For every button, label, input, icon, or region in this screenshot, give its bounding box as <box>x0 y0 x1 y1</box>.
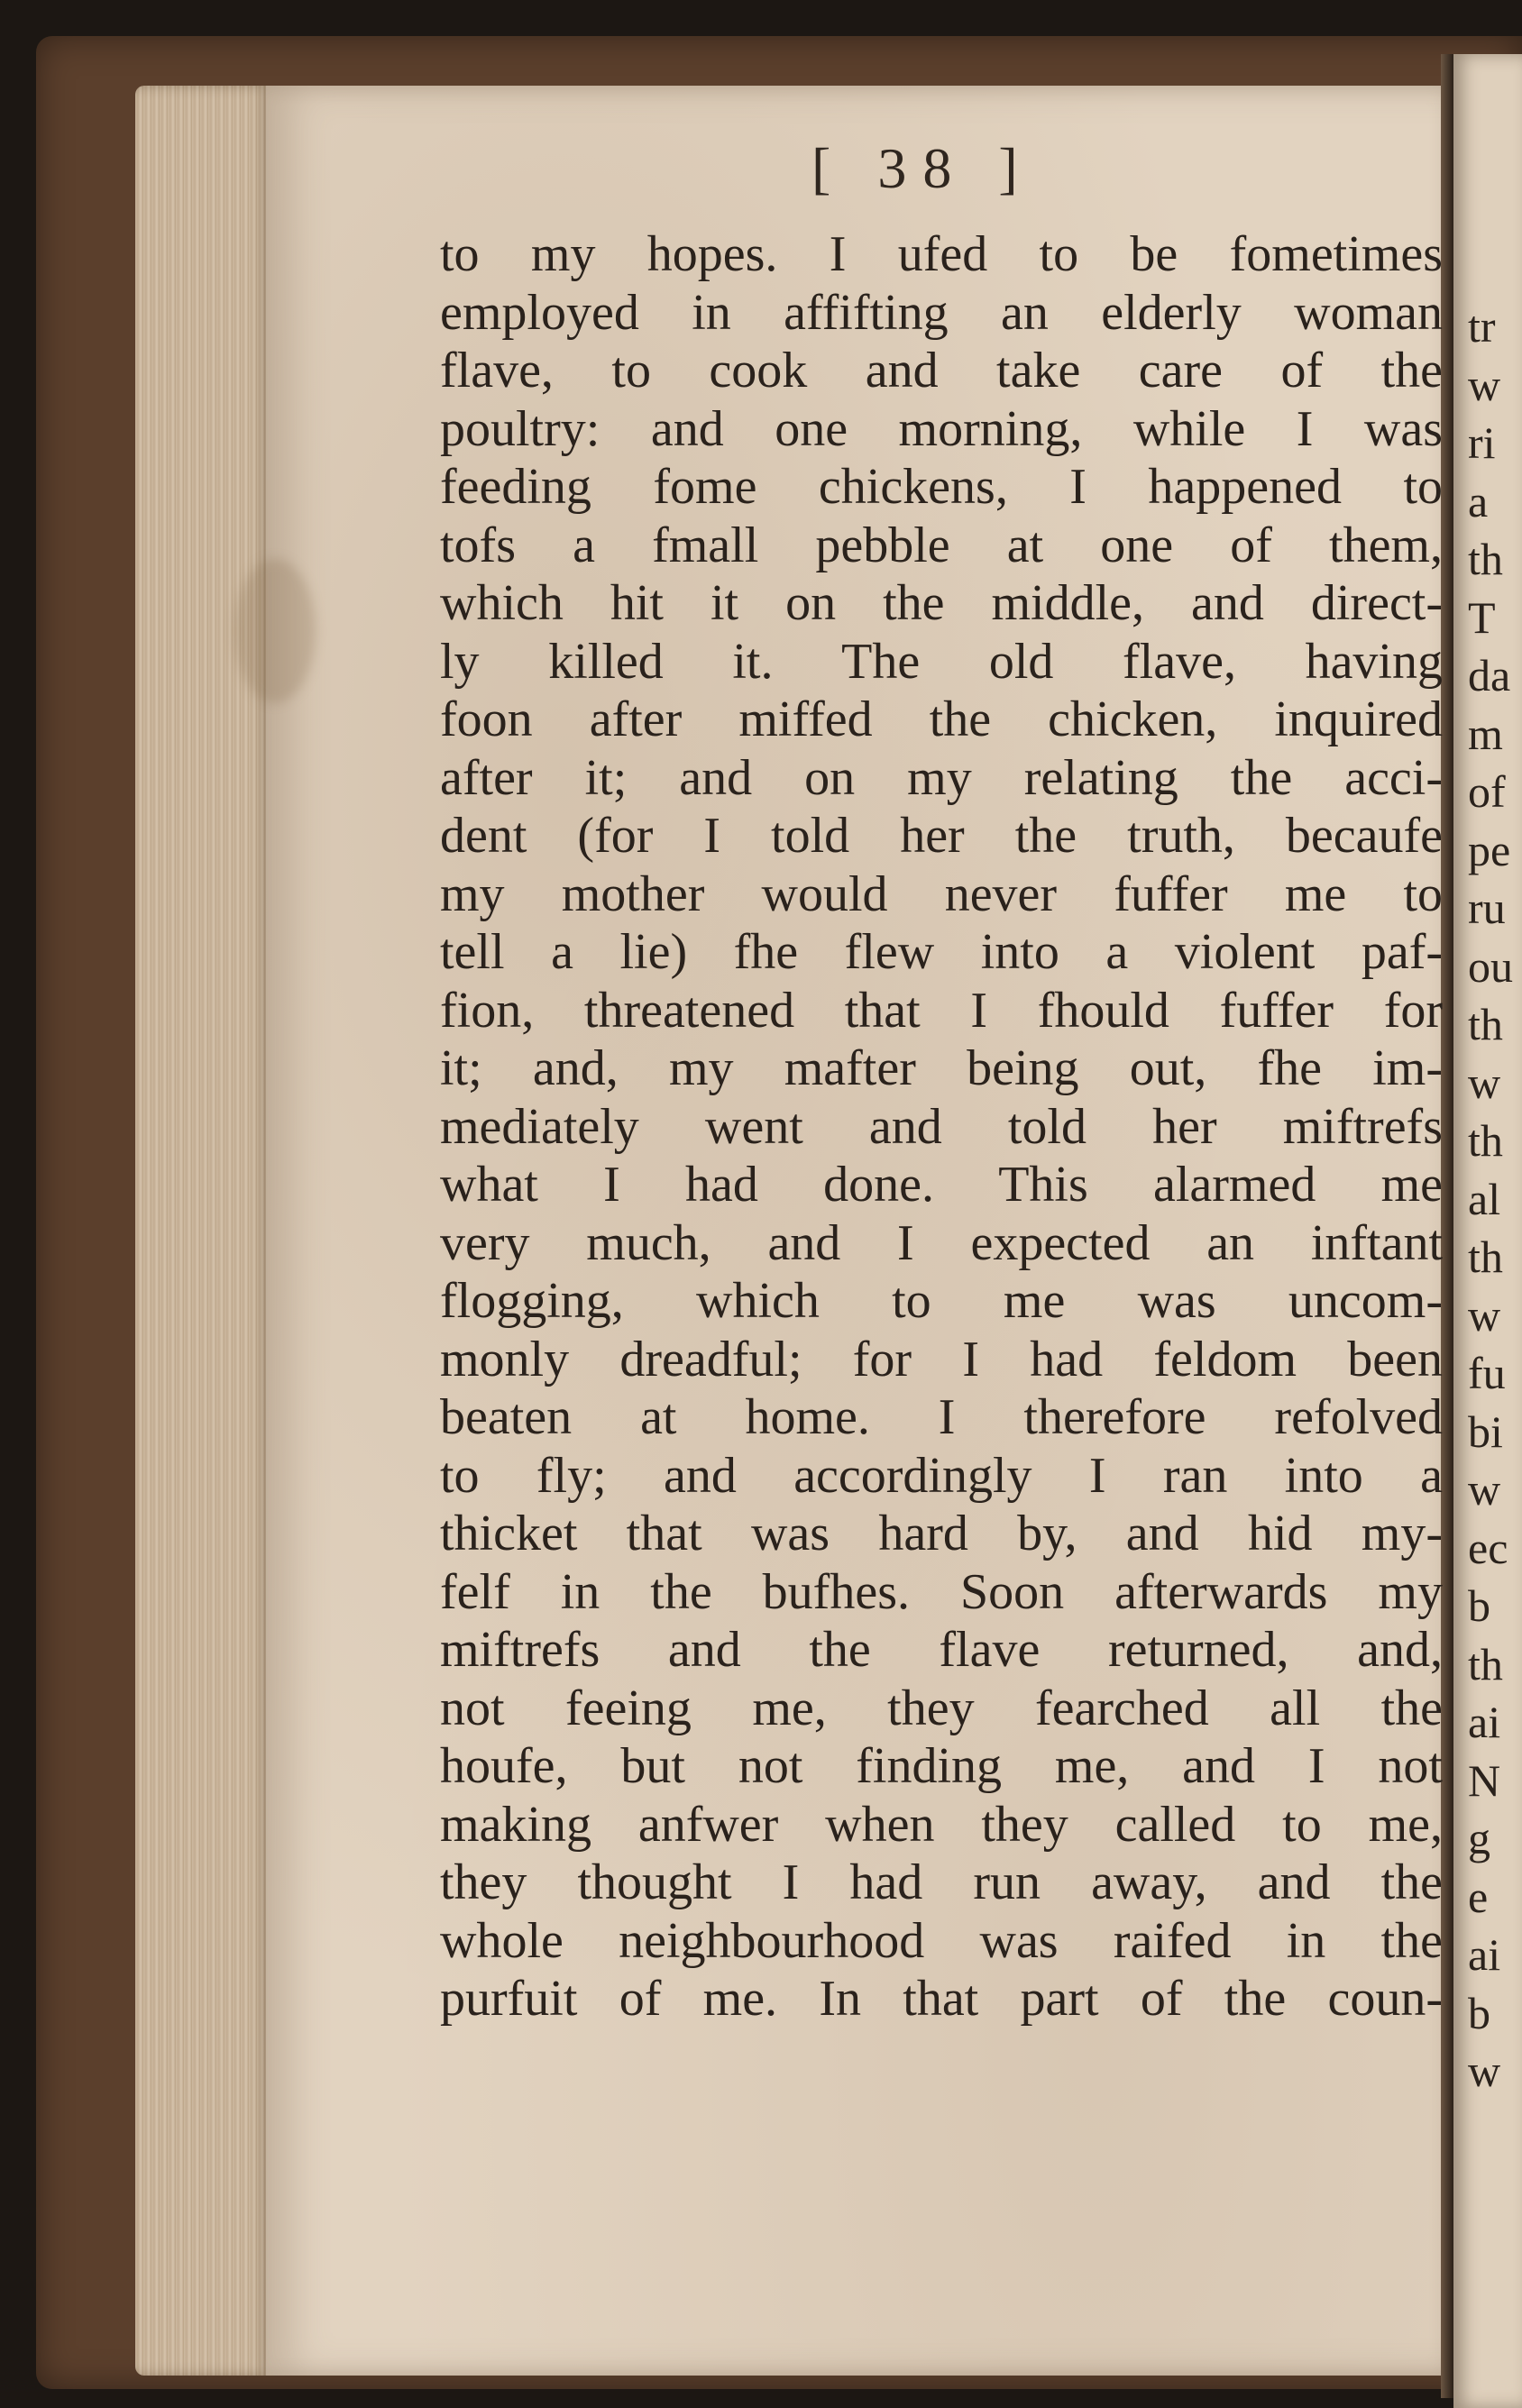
page-edges <box>135 86 270 2376</box>
text-line: flave, to cook and take care of the <box>440 343 1443 398</box>
facing-page-fragment: tr <box>1468 301 1496 352</box>
text-line: to fly; and accordingly I ran into a <box>440 1447 1443 1504</box>
text-line: not feeing me, they fearched all the <box>440 1680 1443 1736</box>
facing-page-fragment: of <box>1468 766 1506 817</box>
text-line: flogging, which to me was uncom- <box>440 1273 1443 1329</box>
facing-page-fragment: g <box>1468 1813 1490 1863</box>
facing-page-fragment: th <box>1468 1115 1503 1166</box>
page-number: [ 38 ] <box>811 136 1034 200</box>
text-line: tell a lie) fhe flew into a violent paf- <box>440 924 1443 980</box>
facing-page-fragment: ri <box>1468 417 1496 468</box>
facing-page-fragment: al <box>1468 1173 1501 1224</box>
text-line: felf in the bufhes. Soon afterwards my <box>440 1563 1443 1620</box>
text-line: poultry: and one morning, while I was <box>440 400 1443 457</box>
facing-page-text <box>1468 298 1522 2101</box>
text-line: whole neighbourhood was raifed in the <box>440 1912 1443 1969</box>
facing-page-fragment: m <box>1468 708 1503 759</box>
facing-page-fragment: ou <box>1468 940 1513 992</box>
text-line: miftrefs and the flave returned, and, <box>440 1622 1443 1678</box>
facing-page-fragment: T <box>1468 591 1496 643</box>
text-line: foon after miffed the chicken, inquired <box>440 691 1443 747</box>
text-line: mediately went and told her miftrefs <box>440 1098 1443 1155</box>
facing-page-fragment: b <box>1468 1580 1490 1631</box>
text-line: very much, and I expected an inftant <box>440 1214 1443 1271</box>
text-line: feeding fome chickens, I happened to <box>440 459 1443 515</box>
facing-page-fragment: pe <box>1468 824 1511 875</box>
facing-page-fragment: w <box>1468 1289 1501 1341</box>
text-line: purfuit of me. In that part of the coun- <box>440 1971 1443 2027</box>
facing-page-fragment: e <box>1468 1871 1489 1922</box>
text-line: tofs a fmall pebble at one of them, <box>440 517 1443 573</box>
text-body <box>440 225 1450 2028</box>
facing-page-fragment: th <box>1468 1231 1503 1282</box>
text-line: what I had done. This alarmed me <box>440 1157 1443 1213</box>
page-stain <box>234 559 316 703</box>
facing-page-fragment: a <box>1468 475 1489 526</box>
text-line: beaten at home. I therefore refolved <box>440 1389 1443 1445</box>
facing-page-fragment: da <box>1468 650 1511 700</box>
text-line: to my hopes. I ufed to be fometimes <box>440 226 1443 282</box>
facing-page-fragment: w <box>1468 1464 1501 1515</box>
facing-page-fragment: ai <box>1468 1929 1501 1980</box>
text-line: dent (for I told her the truth, becaufe <box>440 808 1443 864</box>
text-line: they thought I had run away, and the <box>440 1854 1443 1910</box>
text-line: it; and, my mafter being out, fhe im- <box>440 1040 1443 1096</box>
text-line: which hit it on the middle, and direct- <box>440 575 1443 631</box>
facing-page-fragment: ai <box>1468 1697 1501 1747</box>
facing-page-fragment: bi <box>1468 1405 1503 1457</box>
facing-page-fragment: th <box>1468 999 1503 1049</box>
text-line: employed in affifting an elderly woman <box>440 284 1443 341</box>
text-line: my mother would never fuffer me to <box>440 865 1443 922</box>
facing-page-fragment: ec <box>1468 1522 1508 1573</box>
text-line: fion, threatened that I fhould fuffer for <box>440 982 1443 1039</box>
text-line: thicket that was hard by, and hid my- <box>440 1506 1443 1561</box>
facing-page-fragment: w <box>1468 359 1501 410</box>
facing-page-fragment: w <box>1468 2046 1501 2096</box>
text-line: making anfwer when they called to me, <box>440 1796 1443 1853</box>
text-line: ly killed it. The old flave, having <box>440 633 1443 690</box>
facing-page-fragment: ru <box>1468 883 1506 933</box>
facing-page-fragment: N <box>1468 1754 1501 1806</box>
text-line: houfe, but not finding me, and I not <box>440 1738 1443 1794</box>
text-line: after it; and on my relating the acci- <box>440 749 1443 806</box>
facing-page-fragment: fu <box>1468 1348 1506 1398</box>
facing-page-fragment: w <box>1468 1057 1501 1108</box>
facing-page-fragment: th <box>1468 534 1503 584</box>
facing-page-fragment: th <box>1468 1638 1503 1689</box>
facing-page-fragment: b <box>1468 1987 1490 2038</box>
text-line: monly dreadful; for I had feldom been <box>440 1331 1443 1387</box>
